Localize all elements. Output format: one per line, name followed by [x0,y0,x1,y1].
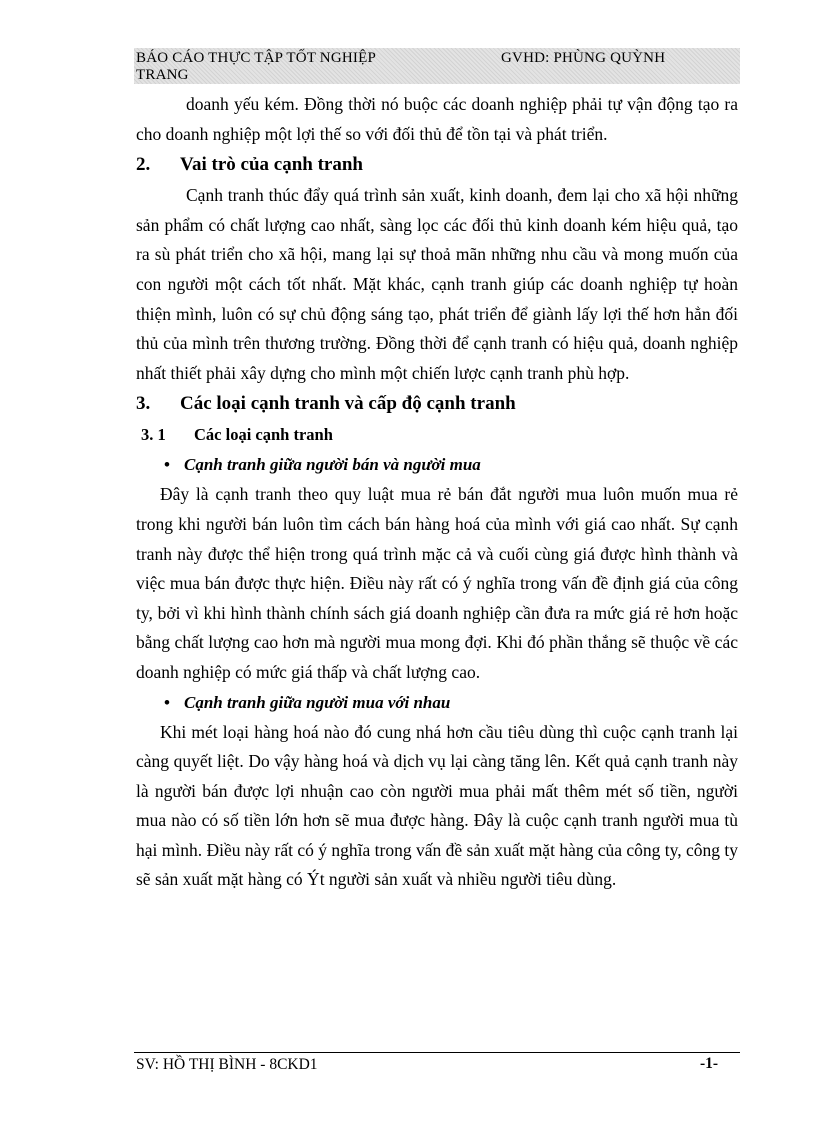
bullet-buyers [136,688,738,718]
page-header [134,48,740,84]
section-title: Vai trò của cạnh tranh [180,154,363,176]
section-3-1-heading [136,420,738,450]
buyers-paragraph: Khi mét loại hàng hoá nào đó cung nhá hơn cầu tiêu dùng thì cuộc cạnh tranh lại càng quyết liệt. Do vậy hàng hoá và dịch vụ lại càng tăng lên. Kết quả cạnh tranh này là người bán được lợi nhuận cao còn người mua phải mất thêm mét số tiền, người mua nào có số tiền lớn hơn sẽ mua được hàng. Đây là cuộc cạnh tranh người mua tù hại mình. Điều này rất có ý nghĩa trong vấn đề sản xuất mặt hàng của công ty, công ty sẽ sản xuất mặt hàng có Ýt người sản xuất và nhiều người tiêu dùng. [136,721,738,890]
report-title: BÁO CÁO THỰC TẬP TỐT NGHIỆP [136,50,376,66]
subsection-number: 3. 1 [141,425,166,445]
bullet-icon: • [164,692,170,712]
role-paragraph: Cạnh tranh thúc đẩy quá trình sản xuất, kinh doanh, đem lại cho xã hội những sản phẩm có chất lượng cao nhất, sàng lọc các đối thủ kinh doanh kém hiệu quả, tạo ra sù phát triển cho xã hội, mang lại sự thoả mãn những nhu cầu và mong muốn của con người một cách tốt nhất. Mặt khác, cạnh tranh giúp các doanh nghiệp tự hoàn thiện mình, luôn có sự chủ động sáng tạo, phát triển để giành lấy lợi thế hơn hẳn đối thủ của mình trên thương trường. Đồng thời để cạnh tranh có hiệu quả, doanh nghiệp nhất thiết phải xây dựng cho mình một chiến lược cạnh tranh phù hợp. [136,185,738,383]
document-body [136,90,738,895]
footer-divider [134,1052,740,1053]
subsection-title: Các loại cạnh tranh [194,425,333,445]
page-number: -1- [700,1055,719,1072]
bullet-text: Cạnh tranh giữa người mua với nhau [184,692,451,712]
section-3-heading [136,389,738,419]
footer-student: SV: HỒ THỊ BÌNH - 8CKD1 [136,1056,318,1073]
supervisor-label: GVHD: PHÙNG QUỲNH [501,50,666,66]
report-title-continued: TRANG [136,67,189,83]
section-title: Các loại cạnh tranh và cấp độ cạnh tranh [180,393,516,415]
section-number: 3. [136,393,151,415]
bullet-icon: • [164,455,170,475]
section-2-heading [136,150,738,180]
seller-buyer-paragraph: Đây là cạnh tranh theo quy luật mua rẻ bán đắt người mua luôn muốn mua rẻ trong khi người bán luôn tìm cách bán hàng hoá của mình với giá cao nhất. Sự cạnh tranh này được thể hiện trong quá trình mặc cả và cuối cùng giá được hình thành và việc mua bán được thực hiện. Điều này rất có ý nghĩa trong vấn đề định giá của công ty, bởi vì khi hình thành chính sách giá doanh nghiệp cần đưa ra mức giá rẻ hơn hoặc bằng chất lượng cao hơn mà người mua mong đợi. Khi đó phần thắng sẽ thuộc về các doanh nghiệp có mức giá thấp và chất lượng cao. [136,484,738,682]
bullet-text: Cạnh tranh giữa người bán và người mua [184,455,481,475]
intro-paragraph: doanh yếu kém. Đồng thời nó buộc các doanh nghiệp phải tự vận động tạo ra cho doanh nghiệp một lợi thế so với đối thủ để tồn tại và phát triển. [136,94,738,144]
section-number: 2. [136,154,151,176]
bullet-seller-buyer [136,450,738,480]
